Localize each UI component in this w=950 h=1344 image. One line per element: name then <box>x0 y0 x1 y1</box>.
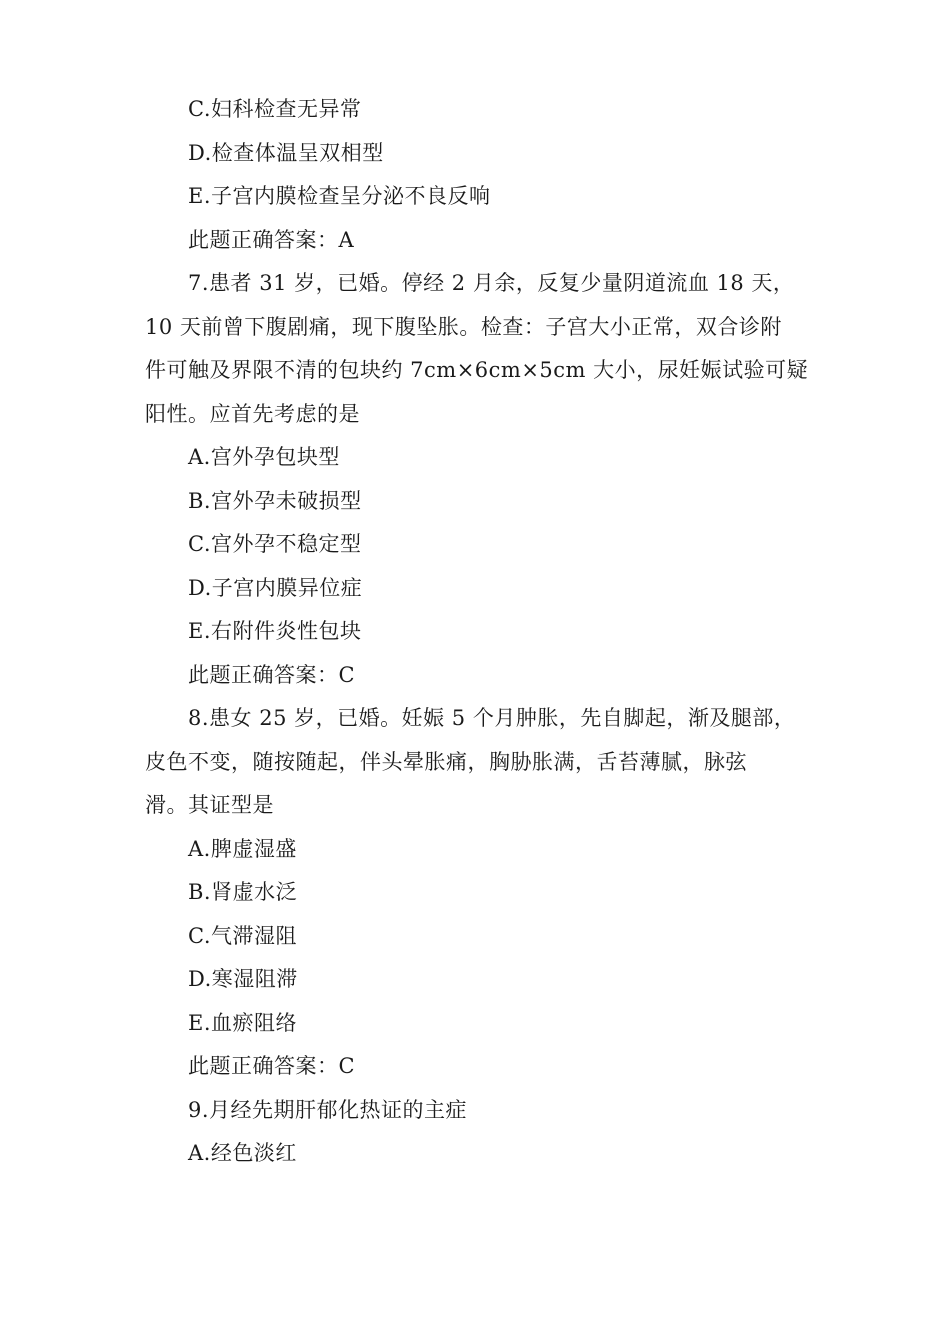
question-8-option-d: D.寒湿阻滞 <box>188 967 298 991</box>
question-9-line-1: 9.月经先期肝郁化热证的主症 <box>188 1098 468 1122</box>
question-8-line-1: 8.患女 25 岁，已婚。妊娠 5 个月肿胀，先自脚起，渐及腿部， <box>188 706 796 730</box>
option-d-line: D.检查体温呈双相型 <box>188 141 384 165</box>
question-7-option-d: D.子宫内膜异位症 <box>188 576 363 600</box>
question-9-option-a: A.经色淡红 <box>188 1141 297 1165</box>
question-8-line-3: 滑。其证型是 <box>145 793 274 817</box>
question-7-line-3: 件可触及界限不清的包块约 7cm×6cm×5cm 大小，尿妊娠试验可疑 <box>145 358 809 382</box>
question-8-option-c: C.气滞湿阻 <box>188 924 297 948</box>
question-7-line-2: 10 天前曾下腹剧痛，现下腹坠胀。检查：子宫大小正常，双合诊附 <box>145 315 782 339</box>
question-7-answer: 此题正确答案：C <box>188 663 356 687</box>
question-8-option-b: B.肾虚水泛 <box>188 880 298 904</box>
question-8-option-a: A.脾虚湿盛 <box>188 837 297 861</box>
option-e-line: E.子宫内膜检查呈分泌不良反响 <box>188 184 491 208</box>
question-7-option-b: B.宫外孕未破损型 <box>188 489 362 513</box>
question-7-option-c: C.宫外孕不稳定型 <box>188 532 362 556</box>
question-7-line-4: 阳性。应首先考虑的是 <box>145 402 360 426</box>
answer-line: 此题正确答案：A <box>188 228 355 252</box>
question-7-line-1: 7.患者 31 岁，已婚。停经 2 月余，反复少量阴道流血 18 天， <box>188 271 795 295</box>
question-7-option-e: E.右附件炎性包块 <box>188 619 362 643</box>
question-8-answer: 此题正确答案：C <box>188 1054 356 1078</box>
question-7-option-a: A.宫外孕包块型 <box>188 445 340 469</box>
question-8-line-2: 皮色不变，随按随起，伴头晕胀痛，胸胁胀满，舌苔薄腻，脉弦 <box>145 750 747 774</box>
question-8-option-e: E.血瘀阻络 <box>188 1011 298 1035</box>
option-c-line: C.妇科检查无异常 <box>188 97 362 121</box>
